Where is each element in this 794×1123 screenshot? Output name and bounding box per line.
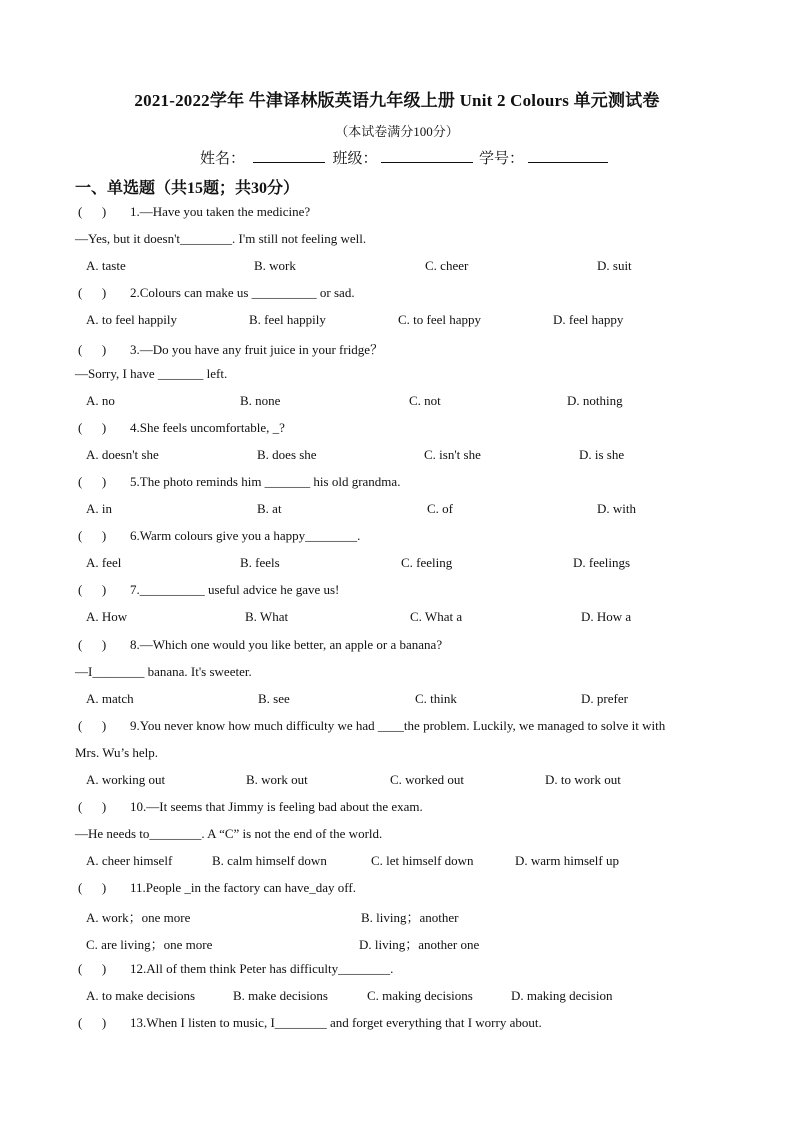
option-d[interactable]: D. prefer: [581, 691, 628, 706]
option-b[interactable]: B. see: [258, 691, 290, 706]
answer-paren[interactable]: ( ): [78, 285, 107, 300]
option-d[interactable]: D. feelings: [573, 555, 631, 570]
option-d[interactable]: D. to work out: [545, 772, 621, 787]
option-b[interactable]: B. living；another: [361, 910, 459, 925]
answer-paren[interactable]: ( ): [78, 420, 107, 435]
option-b[interactable]: B. make decisions: [233, 988, 328, 1003]
question-stem: 11.People _in the factory can have_day off.: [130, 880, 356, 895]
option-b[interactable]: B. feels: [240, 555, 280, 570]
option-a[interactable]: A. to feel happily: [86, 312, 177, 327]
option-b[interactable]: B. feel happily: [249, 312, 326, 327]
answer-paren[interactable]: ( ): [78, 204, 107, 219]
name-label: 姓名：: [200, 151, 246, 167]
question-stem: 13.When I listen to music, I________ and forget everything that I worry about.: [130, 1015, 542, 1030]
answer-paren[interactable]: ( ): [78, 799, 107, 814]
question-3: [78, 339, 383, 358]
option-b[interactable]: B. at: [257, 501, 282, 516]
class-blank[interactable]: [381, 148, 473, 163]
option-d[interactable]: D. How a: [581, 609, 632, 624]
question-stem: 1.—Have you taken the medicine?: [130, 204, 311, 219]
option-d[interactable]: D. with: [597, 501, 636, 516]
option-c[interactable]: C. worked out: [390, 772, 465, 787]
question-7: [78, 582, 339, 598]
section-heading: 一、单选题（共15题；共30分）: [75, 180, 300, 197]
option-c[interactable]: C. What a: [410, 609, 463, 624]
question-stem: 5.The photo reminds him _______ his old grandma.: [130, 474, 401, 489]
option-d[interactable]: D. making decision: [511, 988, 613, 1003]
option-a[interactable]: A. taste: [86, 258, 126, 273]
option-b[interactable]: B. What: [245, 609, 289, 624]
question-12: [78, 961, 393, 977]
question-stem: 9.You never know how much difficulty we had ____the problem. Luckily, we managed to solve it with: [130, 718, 666, 733]
option-a[interactable]: A. How: [86, 609, 128, 624]
answer-paren[interactable]: ( ): [78, 637, 107, 652]
option-a[interactable]: A. match: [86, 691, 134, 706]
option-a[interactable]: A. in: [86, 501, 112, 516]
question-stem: 8.—Which one would you like better, an apple or a banana?: [130, 637, 443, 652]
option-d[interactable]: D. warm himself up: [515, 853, 619, 868]
option-c[interactable]: C. think: [415, 691, 457, 706]
question-continuation: Mrs. Wu’s help.: [75, 745, 159, 760]
option-c[interactable]: C. let himself down: [371, 853, 474, 868]
option-a[interactable]: A. no: [86, 393, 115, 408]
answer-paren[interactable]: ( ): [78, 718, 107, 733]
option-d[interactable]: D. feel happy: [553, 312, 624, 327]
option-a[interactable]: A. feel: [86, 555, 122, 570]
question-stem: 6.Warm colours give you a happy________.: [130, 528, 361, 543]
number-blank[interactable]: [528, 148, 608, 163]
question-stem: 10.—It seems that Jimmy is feeling bad about the exam.: [130, 799, 423, 814]
answer-paren[interactable]: ( ): [78, 880, 107, 895]
option-c[interactable]: C. to feel happy: [398, 312, 482, 327]
option-c[interactable]: C. cheer: [425, 258, 469, 273]
question-2: [78, 285, 355, 301]
answer-paren[interactable]: ( ): [78, 528, 107, 543]
option-c[interactable]: C. feeling: [401, 555, 453, 570]
answer-paren[interactable]: ( ): [78, 582, 107, 597]
question-4: [78, 420, 285, 436]
class-label: 班级：: [332, 151, 378, 167]
option-d[interactable]: D. living；another one: [359, 937, 480, 952]
option-c[interactable]: C. are living；one more: [86, 937, 213, 952]
option-a[interactable]: A. working out: [86, 772, 166, 787]
option-c[interactable]: C. making decisions: [367, 988, 473, 1003]
number-label: 学号：: [479, 151, 525, 167]
answer-paren[interactable]: ( ): [78, 342, 107, 357]
option-b[interactable]: B. calm himself down: [212, 853, 327, 868]
question-stem: 12.All of them think Peter has difficulty________.: [130, 961, 394, 976]
option-a[interactable]: A. to make decisions: [86, 988, 196, 1003]
question-8: [78, 637, 442, 653]
answer-paren[interactable]: ( ): [78, 961, 107, 976]
question-continuation: —I________ banana. It's sweeter.: [75, 664, 252, 679]
option-b[interactable]: B. work: [254, 258, 296, 273]
option-b[interactable]: B. does she: [257, 447, 317, 462]
question-continuation: —Sorry, I have _______ left.: [75, 366, 228, 381]
question-6: [78, 528, 360, 544]
option-c[interactable]: C. of: [427, 501, 453, 516]
question-stem: 3.—Do you have any fruit juice in your fridge？: [130, 342, 384, 357]
question-1: [78, 204, 310, 220]
page-title: 2021-2022学年 牛津译林版英语九年级上册 Unit 2 Colours 单元测试卷: [134, 91, 660, 110]
option-c[interactable]: C. not: [409, 393, 441, 408]
question-13: [78, 1015, 542, 1031]
question-stem: 7.__________ useful advice he gave us!: [130, 582, 340, 597]
option-d[interactable]: D. is she: [579, 447, 625, 462]
option-b[interactable]: B. none: [240, 393, 281, 408]
question-stem: 2.Colours can make us __________ or sad.: [130, 285, 355, 300]
name-blank[interactable]: [253, 148, 325, 163]
student-info-row: [200, 147, 608, 168]
option-a[interactable]: A. work；one more: [86, 910, 191, 925]
question-continuation: —He needs to________. A “C” is not the end of the world.: [75, 826, 383, 841]
question-stem: 4.She feels uncomfortable, _?: [130, 420, 285, 435]
option-b[interactable]: B. work out: [246, 772, 308, 787]
question-5: [78, 474, 400, 490]
question-11: [78, 880, 356, 896]
option-d[interactable]: D. suit: [597, 258, 632, 273]
option-a[interactable]: A. cheer himself: [86, 853, 173, 868]
answer-paren[interactable]: ( ): [78, 474, 107, 489]
answer-paren[interactable]: ( ): [78, 1015, 107, 1030]
score-note: （本试卷满分100分）: [335, 124, 459, 139]
question-continuation: —Yes, but it doesn't________. I'm still not feeling well.: [75, 231, 367, 246]
question-10: [78, 799, 423, 815]
option-c[interactable]: C. isn't she: [424, 447, 481, 462]
question-9: [78, 718, 665, 734]
option-a[interactable]: A. doesn't she: [86, 447, 159, 462]
option-d[interactable]: D. nothing: [567, 393, 623, 408]
